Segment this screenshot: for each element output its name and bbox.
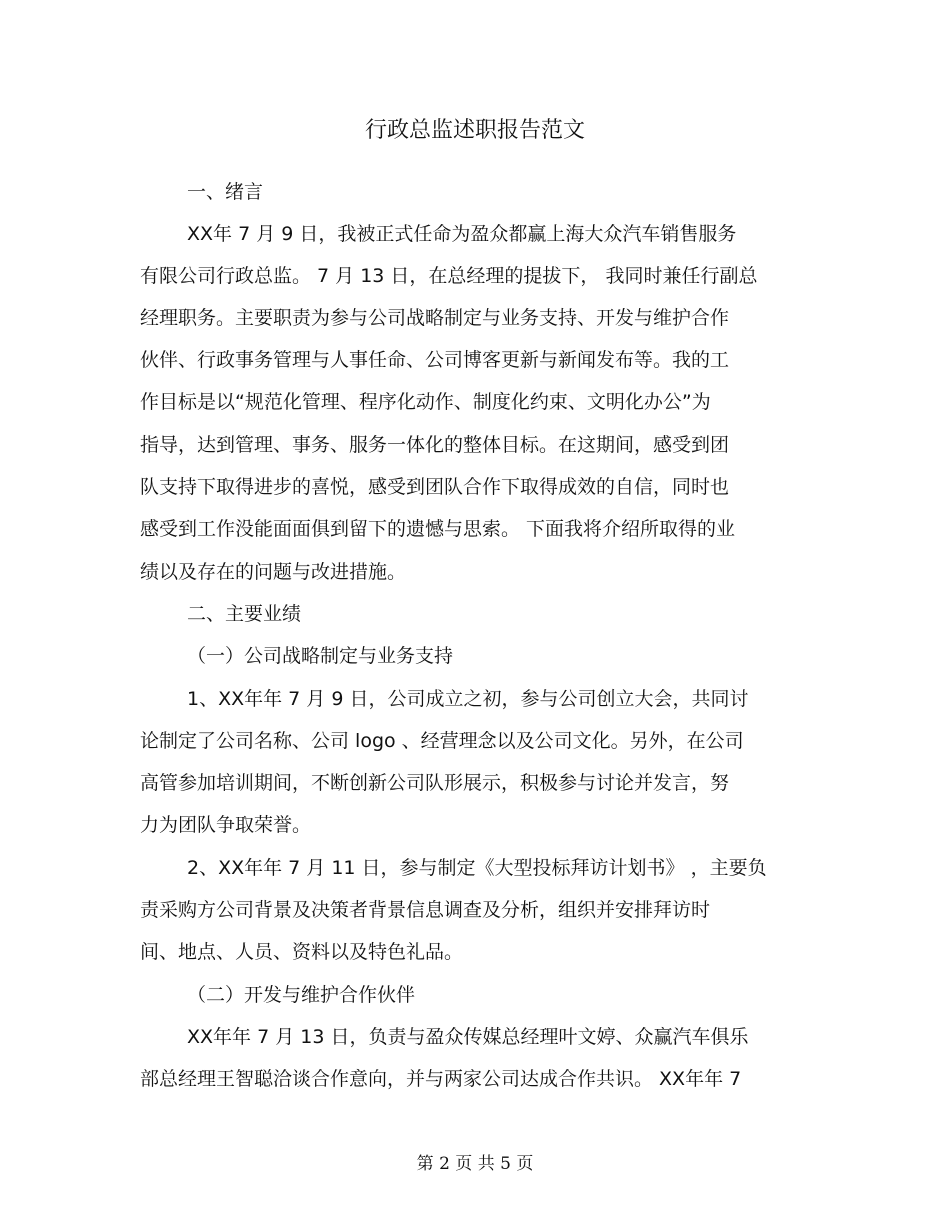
subsection-heading: （二）开发与维护合作伙伴 xyxy=(187,984,416,1006)
document-title: 行政总监述职报告范文 xyxy=(364,118,585,143)
paragraph-line: 感受到工作没能面面俱到留下的遗憾与思索。 下面我将介绍所取得的业 xyxy=(140,518,736,540)
subsection-heading: （一）公司战略制定与业务支持 xyxy=(187,645,454,667)
section-heading: 一、绪言 xyxy=(187,181,264,203)
paragraph-line: 1、XX年年 7 月 9 日，公司成立之初，参与公司创立大会，共同讨 xyxy=(187,688,749,710)
paragraph-line: 力为团队争取荣誉。 xyxy=(140,814,312,836)
paragraph-line: 2、XX年年 7 月 11 日，参与制定《大型投标拜访计划书》 ，主要负 xyxy=(187,857,767,879)
paragraph-line: 经理职务。主要职责为参与公司战略制定与业务支持、开发与维护合作 xyxy=(140,307,730,329)
page-number-footer: 第 2 页 共 5 页 xyxy=(416,1154,534,1174)
paragraph-line: 论制定了公司名称、公司 logo 、经营理念以及公司文化。另外，在公司 xyxy=(140,730,744,752)
paragraph-line: 伙伴、行政事务管理与人事任命、公司博客更新与新闻发布等。我的工 xyxy=(140,349,730,371)
paragraph-line: 部总经理王智聪洽谈合作意向，并与两家公司达成合作共识。 XX年年 7 xyxy=(140,1068,742,1090)
paragraph-line: 责采购方公司背景及决策者背景信息调查及分析，组织并安排拜访时 xyxy=(140,899,711,921)
paragraph-line: 队支持下取得进步的喜悦，感受到团队合作下取得成效的自信，同时也 xyxy=(140,476,730,498)
paragraph-line: 高管参加培训期间，不断创新公司队形展示，积极参与讨论并发言，努 xyxy=(140,772,730,794)
section-heading: 二、主要业绩 xyxy=(187,603,302,625)
paragraph-line: 指导，达到管理、事务、服务一体化的整体目标。在这期间，感受到团 xyxy=(140,434,730,456)
paragraph-line: XX年 7 月 9 日，我被正式任命为盈众都赢上海大众汽车销售服务 xyxy=(187,223,737,245)
paragraph-line: 有限公司行政总监。 7 月 13 日，在总经理的提拔下， 我同时兼任行副总 xyxy=(140,265,758,287)
paragraph-line: 间、地点、人员、资料以及特色礼品。 xyxy=(140,941,464,963)
paragraph-line: 绩以及存在的问题与改进措施。 xyxy=(140,561,407,583)
paragraph-line: 作目标是以“规范化管理、程序化动作、制度化约束、文明化办公”为 xyxy=(140,391,711,413)
paragraph-line: XX年年 7 月 13 日，负责与盈众传媒总经理叶文婷、众赢汽车俱乐 xyxy=(187,1026,749,1048)
